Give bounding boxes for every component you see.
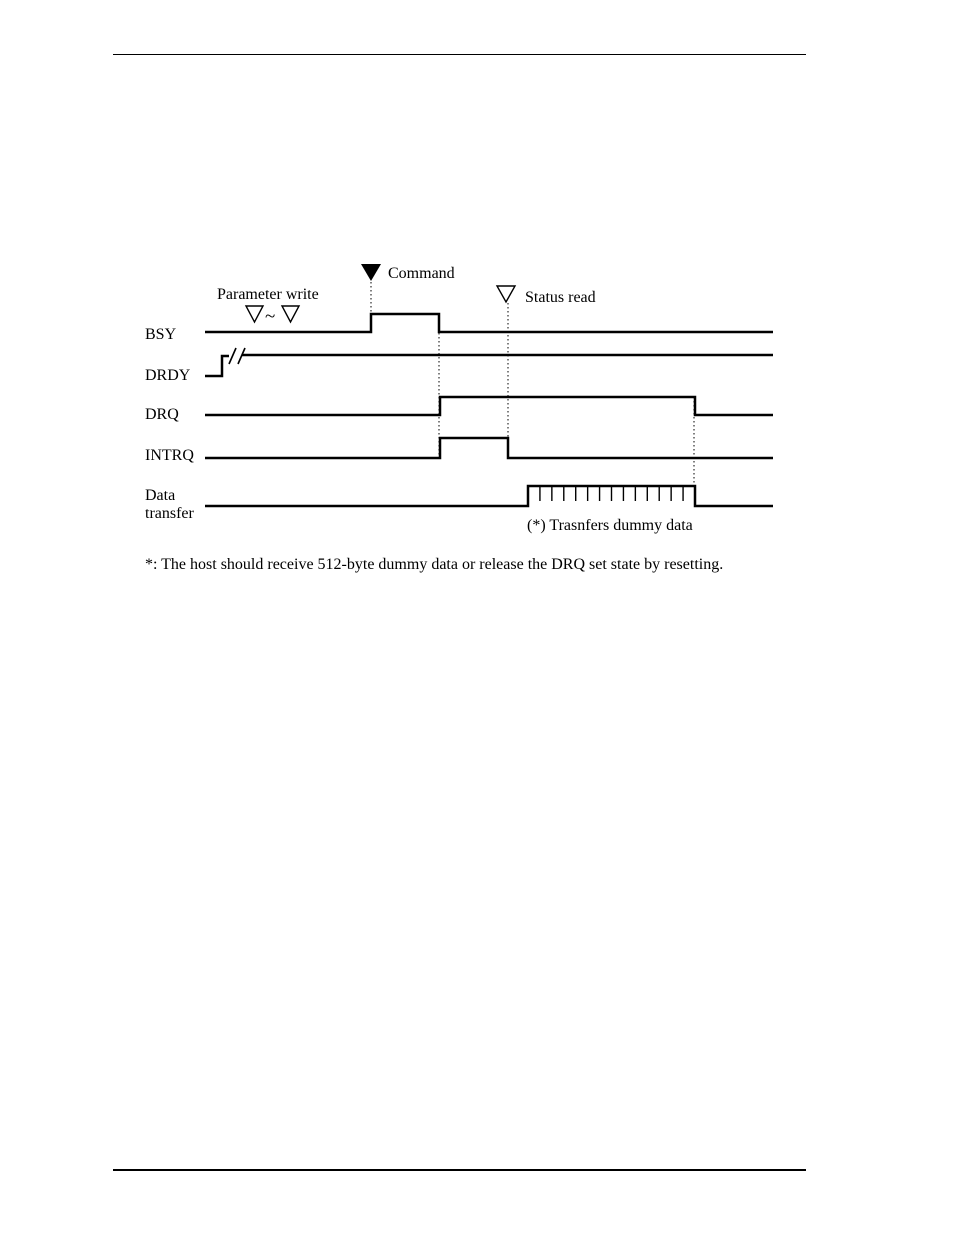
drdy-break-mark-1 <box>229 348 236 364</box>
intrq-waveform <box>205 438 773 458</box>
signal-label-drdy: DRDY <box>145 367 191 384</box>
command-marker-icon <box>361 264 381 281</box>
signal-label-intrq: INTRQ <box>145 447 194 464</box>
command-label: Command <box>388 265 455 282</box>
status-read-label: Status read <box>525 289 596 306</box>
parameter-write-label: Parameter write <box>217 286 319 303</box>
data-transfer-waveform <box>205 486 773 506</box>
data-transfer-pulses <box>540 486 683 501</box>
parameter-write-start-icon <box>246 306 263 322</box>
drq-waveform <box>205 397 773 415</box>
parameter-write-tilde: ~ <box>265 306 276 327</box>
drdy-waveform-low <box>205 356 229 376</box>
dummy-data-label: (*) Trasnfers dummy data <box>527 517 693 534</box>
signal-label-data-line1: Data <box>145 487 176 504</box>
signal-label-bsy: BSY <box>145 326 177 343</box>
status-read-marker-icon <box>497 286 515 302</box>
parameter-write-end-icon <box>282 306 299 322</box>
signal-label-drq: DRQ <box>145 406 179 423</box>
footnote: *: The host should receive 512-byte dummy data or release the DRQ set state by resetting. <box>145 556 724 573</box>
signal-label-data-line2: transfer <box>145 505 194 522</box>
